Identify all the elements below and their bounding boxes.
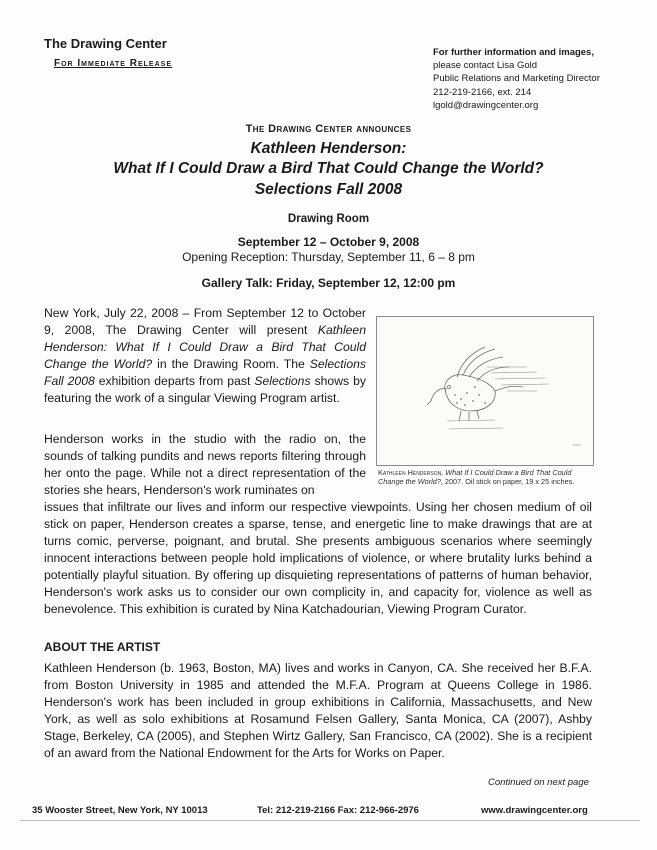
paragraph-two-bottom: issues that infiltrate our lives and inform our respective viewpoints. Using her chosen medium of oil stick on paper, Henderson creates a sparse, tense, and energetic line to make drawings that are at turns comic, perverse, poignant, and brutal. She presents ambiguous scenarios where seemingly innocent interactions between people hold implications of violence, or where brutality lurks behind a potentially playful situation. By offering up disquieting representations of patterns of human behavior, Henderson's work asks us to consider our own complicity in, and capacity for, violence as well as benevolence. This exhibition is curated by Nina Katchadourian, Viewing Program Curator. — [44, 500, 592, 616]
intro-text-g: shows by featuring the work of a singular Viewing Program artist. — [44, 374, 366, 405]
announcement-line: The Drawing Center announces — [245, 123, 412, 135]
footer-address: 35 Wooster Street, New York, NY 10013 — [32, 805, 208, 816]
contact-line-3: Public Relations and Marketing Director — [433, 73, 600, 85]
title-line-3: Selections Fall 2008 — [254, 181, 403, 198]
about-artist-paragraph: Kathleen Henderson (b. 1963, Boston, MA) lives and works in Canyon, CA. She received her B.F.A. from Boston University in 1985 and attended the M.F.A. Program at Queens College in 1986. Henderson's work has been included in group exhibitions in California, Massachusetts, and New York, as well as solo exhibitions at Rosamund Felsen Gallery, Santa Monica, CA (2007), Ashby Stage, Berkeley, CA (2005), and Stephen Wirtz Gallery, San Francisco, CA (2002). She is a recipient of an award from the National Endowment for the Arts for Works on Paper. — [44, 661, 592, 760]
contact-line-1: For further information and images, — [433, 47, 594, 58]
intro-selections-word: Selections — [254, 374, 311, 388]
title-line-1: Kathleen Henderson: — [250, 140, 407, 157]
exhibition-dates: September 12 – October 9, 2008 — [237, 235, 420, 249]
intro-title-italic: Kathleen Henderson: What If I Could Draw a Bird That Could Change the World? — [44, 323, 366, 371]
opening-reception: Opening Reception: Thursday, September 11, 6 – 8 pm — [182, 250, 475, 264]
title-line-2: What If I Could Draw a Bird That Could Change the World? — [113, 160, 544, 177]
contact-phone: 212-219-2166, ext. 214 — [433, 86, 532, 98]
contact-email: lgold@drawingcenter.org — [433, 99, 539, 111]
caption-details: , 2007. Oil stick on paper, 19 x 25 inches. — [440, 477, 575, 486]
paragraph-two-top: Henderson works in the studio with the radio on, the sounds of talking pundits and news reports filtering through her onto the page. While not a direct representation of the stories she hears, Henderson's work ruminates on — [44, 432, 366, 497]
organization-name: The Drawing Center — [44, 36, 167, 51]
continued-note: Continued on next page — [488, 777, 589, 788]
gallery-talk: Gallery Talk: Friday, September 12, 12:00 pm — [201, 276, 456, 290]
intro-text-e: exhibition departs from past — [94, 374, 255, 388]
intro-paragraph — [44, 305, 366, 407]
contact-block — [433, 46, 648, 112]
footer-phone: Tel: 212-219-2166 Fax: 212-966-2976 — [257, 805, 419, 816]
intro-text-c: in the Drawing Room. The — [152, 357, 310, 371]
footer-website: www.drawingcenter.org — [481, 805, 588, 816]
artwork-caption: Kathleen Henderson, What If I Could Draw a Bird That Could Change the World?, 2007. Oil stick on paper, 19 x 25 inches. — [378, 468, 575, 486]
intro-text-a: New York, July 22, 2008 – From September 12 to October 9, 2008, The Drawing Center will present — [44, 306, 366, 337]
bird-drawing — [377, 317, 593, 465]
release-label: For Immediate Release — [54, 58, 172, 69]
caption-title: What If I Could Draw a Bird That Could Change the World? — [378, 468, 572, 486]
artwork-image — [376, 316, 594, 466]
about-artist-heading: ABOUT THE ARTIST — [44, 640, 161, 654]
intro-selections-italic: Selections Fall 2008 — [44, 357, 366, 388]
venue-room: Drawing Room — [287, 213, 370, 225]
caption-artist: Kathleen Henderson — [378, 468, 442, 477]
footer-rule — [20, 820, 640, 821]
contact-line-2: please contact Lisa Gold — [433, 60, 538, 72]
